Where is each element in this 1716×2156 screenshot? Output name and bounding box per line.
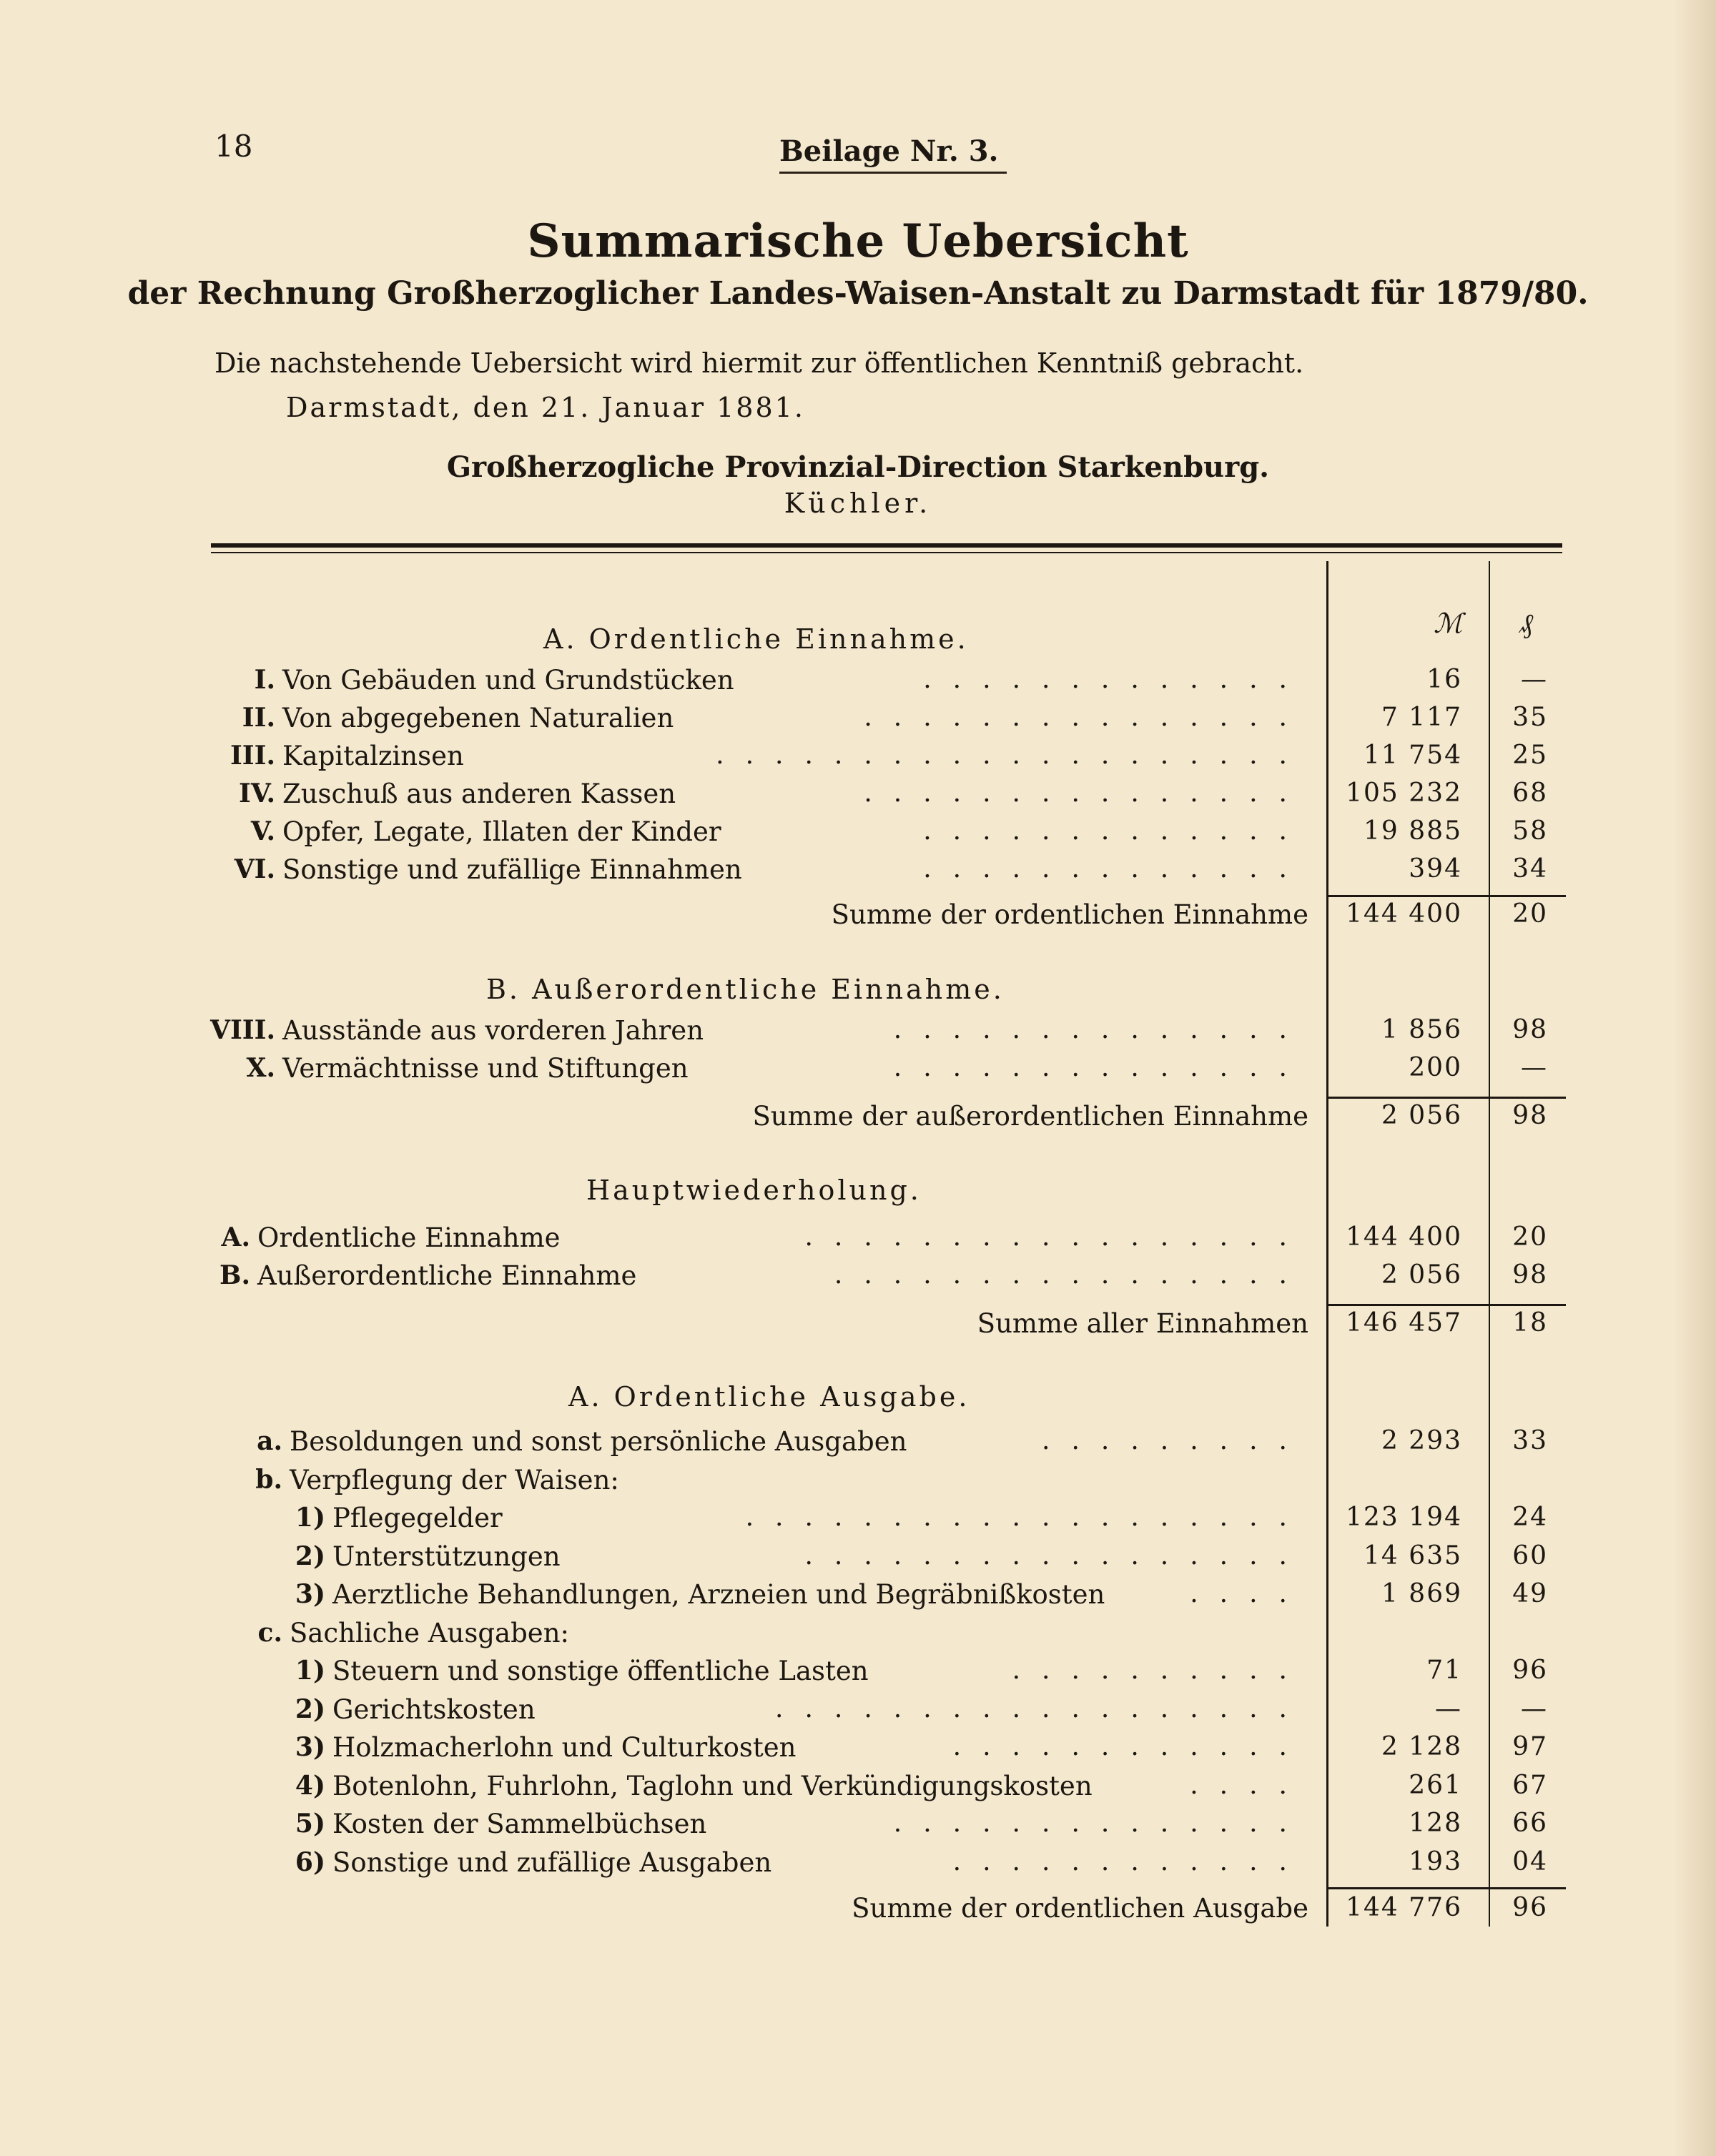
leader-dots: .............. xyxy=(893,1053,1308,1082)
header-underline xyxy=(779,172,1007,174)
leader-dots: ............. xyxy=(923,665,1308,694)
row-number: VIII. xyxy=(210,1015,275,1045)
amount-pfennig: 97 xyxy=(1512,1732,1548,1761)
amount-pfennig: 35 xyxy=(1512,703,1548,732)
row-number: 4) xyxy=(295,1770,325,1801)
row-number: 3) xyxy=(295,1732,325,1762)
row-label: Zuschuß aus anderen Kassen xyxy=(282,778,676,809)
table-top-rule-thin xyxy=(211,552,1562,553)
row-number: c. xyxy=(257,1617,282,1648)
amount-pfennig: 34 xyxy=(1512,854,1548,884)
row-number: III. xyxy=(230,741,275,771)
pfennig-column-header: ₰ xyxy=(1519,608,1533,639)
mark-column-divider-right xyxy=(1489,561,1490,1927)
leader-dots: .... xyxy=(1190,1579,1308,1608)
row-number: X. xyxy=(246,1053,275,1083)
leader-dots: ............. xyxy=(923,816,1308,846)
dateline: Darmstadt, den 21. Januar 1881. xyxy=(286,392,805,423)
leader-dots: ............ xyxy=(952,1732,1308,1761)
amount-mark: 128 xyxy=(1409,1809,1462,1838)
page-subtitle: der Rechnung Großherzoglicher Landes-Waisen-Anstalt zu Darmstadt für 1879/80. xyxy=(127,275,1589,312)
sum-mark: 144 776 xyxy=(1346,1893,1462,1922)
row-label: Kosten der Sammelbüchsen xyxy=(332,1809,707,1839)
row-label: Botenlohn, Fuhrlohn, Taglohn und Verkündigungskosten xyxy=(332,1770,1093,1801)
sum-rule xyxy=(1326,1097,1566,1099)
row-label: Von abgegebenen Naturalien xyxy=(282,703,674,733)
sum-pfennig: 18 xyxy=(1512,1308,1548,1337)
amount-pfennig: — xyxy=(1521,1053,1548,1082)
amount-mark: 7 117 xyxy=(1381,703,1462,732)
sum-rule xyxy=(1326,1887,1566,1889)
row-number: 6) xyxy=(295,1846,325,1877)
leader-dots: ............... xyxy=(864,778,1308,808)
row-label: Verpflegung der Waisen: xyxy=(290,1464,619,1495)
leader-dots: .... xyxy=(1190,1770,1308,1800)
issuing-authority: Großherzogliche Provinzial-Direction Starkenburg. xyxy=(446,450,1270,484)
amount-pfennig: 20 xyxy=(1512,1222,1548,1252)
sum-label: Summe der ordentlichen Einnahme xyxy=(831,899,1308,930)
row-number: 5) xyxy=(295,1809,325,1839)
amount-pfennig: 98 xyxy=(1512,1260,1548,1290)
signature-name: Küchler. xyxy=(784,488,932,519)
sum-mark: 146 457 xyxy=(1346,1308,1462,1337)
section-heading-hauptwiederholung: Hauptwiederholung. xyxy=(586,1175,922,1206)
table-top-rule xyxy=(211,543,1562,548)
row-number: A. xyxy=(221,1222,250,1252)
amount-mark: 123 194 xyxy=(1346,1503,1462,1532)
amount-mark: 14 635 xyxy=(1364,1541,1462,1571)
sum-label: Summe der ordentlichen Ausgabe xyxy=(852,1893,1308,1924)
row-label: Steuern und sonstige öffentliche Lasten xyxy=(332,1656,869,1686)
sum-label: Summe aller Einnahmen xyxy=(977,1308,1308,1339)
row-label: Besoldungen und sonst persönliche Ausgaben xyxy=(290,1426,907,1457)
intro-text: Die nachstehende Uebersicht wird hiermit zur öffentlichen Kenntniß gebracht. xyxy=(214,347,1304,379)
section-heading-ordentliche_einnahme: A. Ordentliche Einnahme. xyxy=(543,623,969,655)
leader-dots: .................... xyxy=(716,741,1308,770)
row-number: a. xyxy=(257,1426,282,1456)
sum-mark: 2 056 xyxy=(1381,1101,1462,1130)
amount-pfennig: 04 xyxy=(1512,1846,1548,1876)
amount-pfennig: 33 xyxy=(1512,1426,1548,1455)
leader-dots: .................. xyxy=(775,1693,1308,1724)
sum-pfennig: 96 xyxy=(1512,1893,1548,1922)
row-label: Aerztliche Behandlungen, Arzneien und Begräbnißkosten xyxy=(332,1579,1105,1610)
amount-pfennig: 66 xyxy=(1512,1809,1548,1838)
page-number: 18 xyxy=(214,129,253,164)
row-number: 1) xyxy=(295,1503,325,1533)
amount-mark: 144 400 xyxy=(1346,1222,1462,1252)
amount-mark: 2 128 xyxy=(1381,1732,1462,1761)
row-label: Opfer, Legate, Illaten der Kinder xyxy=(282,816,721,847)
leader-dots: ................. xyxy=(804,1541,1308,1571)
amount-pfennig: — xyxy=(1521,1693,1548,1724)
section-heading-ausserordentliche_einnahme: B. Außerordentliche Einnahme. xyxy=(486,974,1005,1005)
page-title: Summarische Uebersicht xyxy=(527,214,1189,268)
amount-pfennig: 58 xyxy=(1512,816,1548,846)
amount-mark: 200 xyxy=(1409,1053,1462,1082)
section-heading-ordentliche_ausgabe: A. Ordentliche Ausgabe. xyxy=(568,1381,970,1413)
leader-dots: ............... xyxy=(864,703,1308,732)
row-number: B. xyxy=(220,1260,250,1290)
row-number: V. xyxy=(250,816,275,846)
mark-column-header: ℳ xyxy=(1434,608,1463,639)
amount-pfennig: 67 xyxy=(1512,1770,1548,1800)
row-label: Ordentliche Einnahme xyxy=(257,1222,561,1253)
row-number: 1) xyxy=(295,1656,325,1686)
amount-pfennig: 68 xyxy=(1512,778,1548,808)
sum-pfennig: 98 xyxy=(1512,1101,1548,1130)
sum-mark: 144 400 xyxy=(1346,899,1462,929)
amount-mark: 19 885 xyxy=(1364,816,1462,846)
amount-pfennig: 49 xyxy=(1512,1579,1548,1608)
row-label: Sonstige und zufällige Ausgaben xyxy=(332,1846,772,1878)
leader-dots: .......... xyxy=(1012,1656,1308,1685)
row-number: I. xyxy=(254,665,275,695)
amount-pfennig: 24 xyxy=(1512,1503,1548,1532)
leader-dots: ......... xyxy=(1042,1426,1308,1455)
leader-dots: ............. xyxy=(923,854,1308,884)
row-number: VI. xyxy=(234,854,275,884)
amount-pfennig: 60 xyxy=(1512,1541,1548,1571)
row-label: Von Gebäuden und Grundstücken xyxy=(282,665,734,696)
sum-rule xyxy=(1326,895,1566,897)
amount-mark: 394 xyxy=(1409,854,1462,884)
row-number: 2) xyxy=(295,1541,325,1571)
row-label: Vermächtnisse und Stiftungen xyxy=(282,1053,689,1084)
amount-mark: — xyxy=(1435,1693,1462,1724)
amount-pfennig: 96 xyxy=(1512,1656,1548,1685)
row-label: Unterstützungen xyxy=(332,1541,561,1572)
amount-mark: 1 856 xyxy=(1381,1015,1462,1044)
sum-pfennig: 20 xyxy=(1512,899,1548,929)
leader-dots: .............. xyxy=(893,1809,1308,1838)
amount-mark: 105 232 xyxy=(1346,778,1462,808)
amount-pfennig: 98 xyxy=(1512,1015,1548,1044)
row-label: Gerichtskosten xyxy=(332,1693,536,1725)
mark-column-divider-left xyxy=(1326,561,1328,1927)
sum-label: Summe der außerordentlichen Einnahme xyxy=(752,1101,1308,1132)
row-number: b. xyxy=(255,1464,282,1495)
amount-mark: 71 xyxy=(1426,1656,1462,1685)
row-number: 2) xyxy=(295,1693,325,1724)
row-label: Holzmacherlohn und Culturkosten xyxy=(332,1732,797,1763)
leader-dots: ................. xyxy=(804,1222,1308,1252)
amount-pfennig: 25 xyxy=(1512,741,1548,770)
row-number: II. xyxy=(242,703,275,733)
row-number: 3) xyxy=(295,1579,325,1609)
amount-mark: 2 293 xyxy=(1381,1426,1462,1455)
supplement-header: Beilage Nr. 3. xyxy=(779,134,999,168)
row-label: Sachliche Ausgaben: xyxy=(290,1617,569,1648)
leader-dots: ................ xyxy=(834,1260,1308,1290)
row-label: Außerordentliche Einnahme xyxy=(257,1260,637,1291)
amount-mark: 2 056 xyxy=(1381,1260,1462,1290)
amount-mark: 261 xyxy=(1409,1770,1462,1800)
leader-dots: ................... xyxy=(745,1503,1308,1532)
leader-dots: ............ xyxy=(952,1846,1308,1876)
row-label: Sonstige und zufällige Einnahmen xyxy=(282,854,742,885)
page-edge-shadow xyxy=(1673,0,1716,2156)
amount-mark: 11 754 xyxy=(1364,741,1462,770)
row-label: Kapitalzinsen xyxy=(282,741,464,771)
amount-pfennig: — xyxy=(1521,665,1548,694)
amount-mark: 1 869 xyxy=(1381,1579,1462,1608)
row-number: IV. xyxy=(238,778,275,808)
row-label: Pflegegelder xyxy=(332,1503,503,1533)
leader-dots: .............. xyxy=(893,1015,1308,1044)
amount-mark: 193 xyxy=(1409,1846,1462,1876)
sum-rule xyxy=(1326,1304,1566,1306)
row-label: Ausstände aus vorderen Jahren xyxy=(282,1015,704,1046)
amount-mark: 16 xyxy=(1426,665,1462,694)
